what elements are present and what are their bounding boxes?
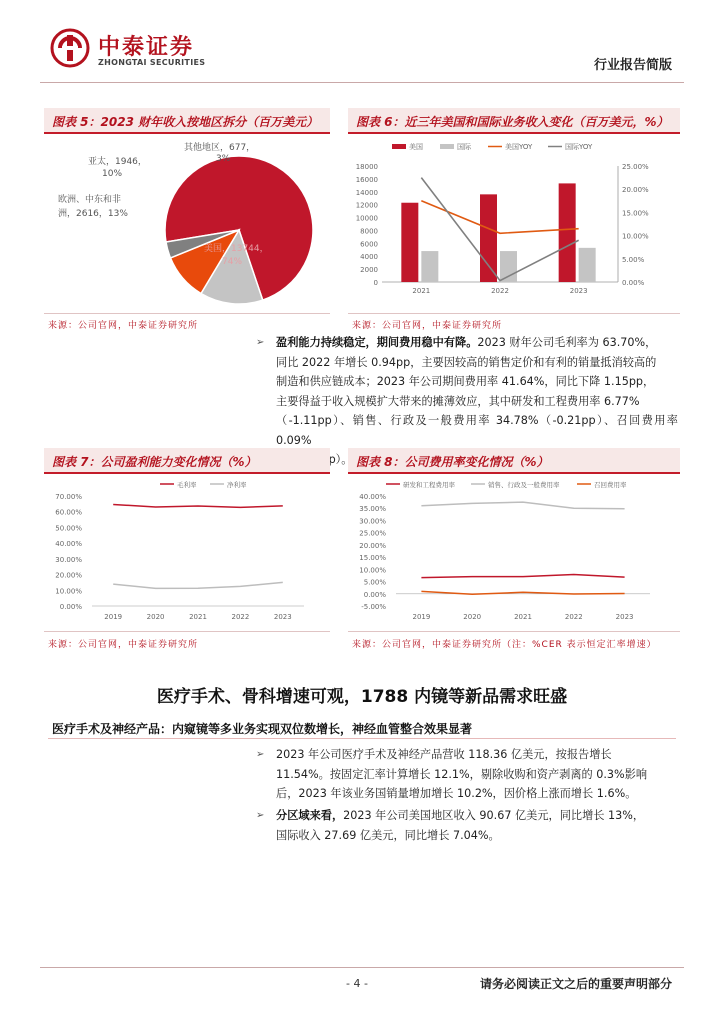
paragraph-line: 同比 2022 年增长 0.94pp，主要因较高的销售定价和有利的销量抵消较高的 [276,355,657,369]
y-tick-label: 40.00% [55,540,82,549]
bullet-marker: ➢ [256,810,265,821]
pie-label-us: 美国，13744， [204,244,269,254]
y-tick-label: 10.00% [55,587,82,596]
logo-chinese-name: 中泰证券 [98,35,195,60]
x-tick-label: 2023 [615,613,634,621]
paragraph-line: 2023 财年公司毛利率为 63.70%， [477,336,657,349]
y-tick-label: 20.00% [359,541,386,550]
fig5-title: 图表 5：2023 财年收入按地区拆分（百万美元） [44,108,330,134]
y-tick-label: 20.00% [55,571,82,580]
y-tick-label: 35.00% [359,505,386,514]
fig8-source: 来源：公司官网，中泰证券研究所（注：%CER 表示恒定汇率增速） [352,640,657,650]
paragraph-line: （-1.11pp）、销售、行政及一般费用率 34.78%（-0.21pp）、召回费用率 0.09% [276,414,678,447]
pie-label-emea-1: 欧洲、中东和非 [58,195,122,205]
bar-国际-2023 [579,248,596,282]
y-tick-label: 60.00% [55,508,82,517]
fig8-source-divider [348,631,680,632]
footer-divider [40,967,684,968]
y-tick-label: 40.00% [359,493,386,501]
x-tick-label: 2020 [463,613,482,621]
fig7-line-chart [44,476,334,628]
logo-english-name: ZHONGTAI SECURITIES [98,58,206,67]
paragraph-line: 2023 年公司医疗手术及神经产品营收 118.36 亿美元，按报告增长 [276,748,612,761]
y-tick-left: 12000 [355,201,378,210]
legend-label: 毛利率 [177,481,197,489]
y-tick-left: 2000 [360,266,378,275]
y-tick-label: 0.00% [363,590,386,599]
fig7-source: 来源：公司官网，中泰证券研究所 [48,640,199,650]
y-tick-label: 50.00% [55,524,82,533]
y-tick-label: 70.00% [55,493,82,501]
line-销售、行政及一般费用率 [421,502,624,509]
legend-label: 美国YOY [505,143,533,151]
y-tick-label: 0.00% [59,603,82,611]
x-tick-label: 2022 [564,613,583,621]
bar-美国-2021 [401,203,418,282]
document-type-label: 行业报告简版 [593,58,672,73]
paragraph-line: 11.54%。按固定汇率计算增长 12.1%，剔除收购和资产剥离的 0.3%影响 [276,767,648,781]
legend-label: 净利率 [227,481,247,489]
y-tick-label: 30.00% [55,555,82,564]
fig5-source-divider [44,313,330,314]
line-净利率 [113,582,283,588]
y-tick-right: 20.00% [622,186,649,195]
x-tick-label: 2021 [189,613,207,621]
bullet-marker: ➢ [256,337,265,348]
paragraph-line: 国际收入 27.69 亿美元，同比增长 7.04%。 [276,828,500,842]
y-tick-right: 0.00% [622,279,645,287]
legend-label: 研发和工程费用率 [403,481,455,489]
surgery-neuro-paragraph [276,745,678,804]
bar-美国-2023 [559,183,576,282]
fig6-source: 来源：公司官网，中泰证券研究所 [352,321,503,331]
legend-label: 召回费用率 [594,481,627,489]
y-tick-left: 4000 [360,253,378,262]
pie-label-other: 其他地区，677， [184,143,256,153]
bullet-marker: ➢ [256,749,265,760]
y-tick-label: 5.00% [363,578,386,587]
legend-label: 销售、行政及一般费用率 [488,481,560,489]
y-tick-left: 16000 [355,175,378,184]
y-tick-right: 10.00% [622,232,649,241]
fig6-title: 图表 6：近三年美国和国际业务收入变化（百万美元，%） [348,108,680,134]
x-tick-label: 2019 [412,613,431,621]
legend-label: 国际 [457,143,471,151]
y-tick-label: 25.00% [359,529,386,538]
y-tick-right: 25.00% [622,163,649,171]
line-研发和工程费用率 [421,574,624,577]
line-美国YOY [421,201,578,233]
paragraph-line: 2023 年公司美国地区收入 90.67 亿美元，同比增长 13%， [343,809,645,822]
line-毛利率 [113,504,283,507]
pie-label-emea-2: 洲，2616，13% [58,209,128,219]
y-tick-label: 30.00% [359,517,386,526]
legend-label: 美国 [409,143,423,151]
paragraph-lead: 分区域来看， [276,809,344,822]
footer-disclaimer: 请务必阅读正文之后的重要声明部分 [479,977,672,991]
paragraph-lead: 盈利能力持续稳定，期间费用稳中有降。 [276,336,478,349]
subsection-title: 医疗手术及神经产品：内窥镜等多业务实现双位数增长，神经血管整合效果显著 [52,722,473,736]
x-tick-label: 2020 [146,613,165,621]
regional-paragraph [276,806,678,845]
y-tick-right: 5.00% [622,255,645,264]
pie-label-apac-pct: 10% [102,169,123,179]
pie-label-us-pct: 74% [222,257,243,267]
y-tick-left: 18000 [355,163,378,171]
y-tick-left: 14000 [355,188,378,197]
legend-label: 国际YOY [565,143,593,151]
y-tick-right: 15.00% [622,209,649,218]
fig8-title: 图表 8：公司费用率变化情况（%） [348,448,680,474]
legend-swatch-国际 [440,144,454,149]
y-tick-left: 10000 [355,214,378,223]
fig5-pie-chart [44,136,334,310]
page-number: - 4 - [346,977,368,990]
fig6-source-divider [348,313,680,314]
y-tick-label: 10.00% [359,566,386,575]
y-tick-label: -5.00% [361,603,386,611]
paragraph-line: 制造和供应链成本；2023 年公司期间费用率 41.64%，同比下降 1.15pp， [276,375,655,388]
fig7-source-divider [44,631,330,632]
fig8-line-chart [348,476,680,628]
paragraph-line: 后，2023 年该业务国销量增加增长 10.2%，因价格上涨而增长 1.6%。 [276,787,637,800]
y-tick-left: 8000 [360,227,378,236]
company-logo-icon [50,28,90,68]
x-tick-label: 2023 [569,287,588,295]
x-tick-label: 2021 [514,613,532,621]
pie-label-apac: 亚太，1946， [88,157,147,167]
y-tick-left: 6000 [360,240,378,249]
bar-国际-2021 [421,251,438,282]
bar-国际-2022 [500,251,517,282]
y-tick-left: 0 [373,279,378,287]
fig7-title: 图表 7：公司盈利能力变化情况（%） [44,448,330,474]
y-tick-label: 15.00% [359,554,386,563]
x-tick-label: 2021 [412,287,431,295]
x-tick-label: 2019 [104,613,123,621]
header-divider [40,82,684,83]
x-tick-label: 2022 [491,287,509,295]
subsection-divider [48,738,676,739]
pie-label-other-pct: 3% [216,154,231,164]
legend-swatch-美国 [392,144,406,149]
fig5-source: 来源：公司官网，中泰证券研究所 [48,321,199,331]
x-tick-label: 2022 [231,613,250,621]
fig6-bar-line-chart [348,136,680,310]
paragraph-line: 主要得益于收入规模扩大带来的摊薄效应，其中研发和工程费用率 6.77% [276,394,640,408]
bar-美国-2022 [480,194,497,282]
section-title: 医疗手术、骨科增速可观，1788 内镜等新品需求旺盛 [156,687,568,707]
x-tick-label: 2023 [273,613,292,621]
